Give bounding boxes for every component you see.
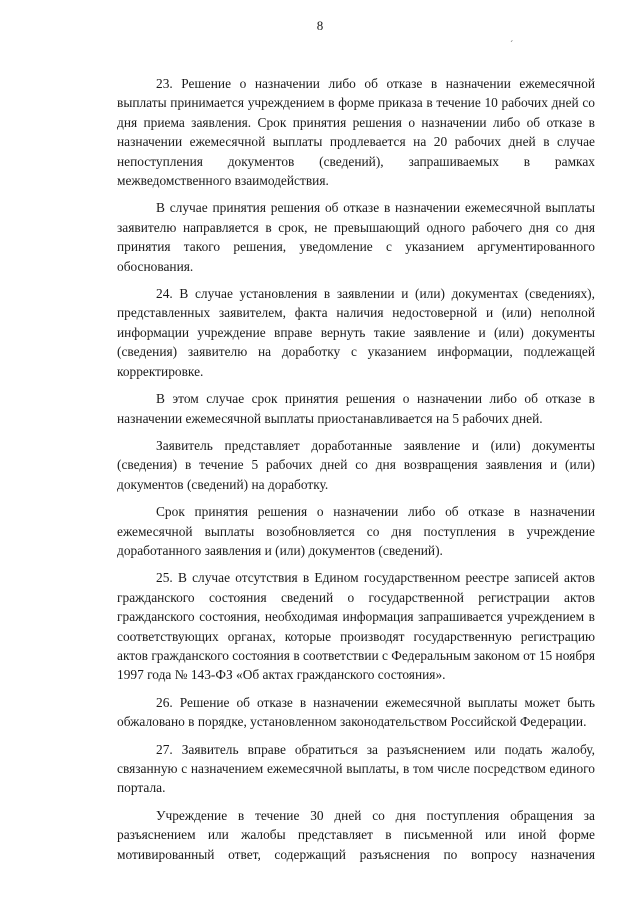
paragraph-response: Учреждение в течение 30 дней со дня поступления обращения за разъяснением или жалобы представляет в письменной или иной форме мотивированный ответ, содержащий разъяснения по вопросу назначения	[117, 807, 595, 862]
paragraph-26: 26. Решение об отказе в назначении ежемесячной выплаты может быть обжаловано в порядке, установленном законодательством Российской Федерации.	[117, 694, 595, 730]
body-text	[117, 74, 595, 864]
paragraph-resumption: Срок принятия решения о назначении либо об отказе в назначении ежемесячной выплаты возобновляется со дня поступления в учреждение доработанного заявления и (или) документов (сведений).	[117, 504, 595, 558]
paragraph-25: 25. В случае отсутствия в Едином государственном реестре записей актов гражданского состояния сведений о государственной регистрации актов гражданского состояния, необходимая информация запрашивается учреждением в соответствующих органах, которые производят государственную регистрацию актов гражданского состояния в соответствии с Федеральным законом от 15 ноября 1997 года № 143-ФЗ «Об актах гражданского состояния».	[117, 570, 595, 683]
corner-mark: ´	[510, 40, 514, 51]
paragraph-27: 27. Заявитель вправе обратиться за разъяснением или подать жалобу, связанную с назначением ежемесячной выплаты, в том числе посредством единого портала.	[117, 741, 595, 796]
paragraph-23: 23. Решение о назначении либо об отказе в назначении ежемесячной выплаты принимается учреждением в форме приказа в течение 10 рабочих дней со дня приема заявления. Срок принятия решения о назначении либо об отказе в назначении ежемесячной выплаты продлевается на 20 рабочих дней в случае непоступления документов (сведений), запрашиваемых в рамках межведомственного взаимодействия.	[117, 76, 595, 189]
paragraph-suspension: В этом случае срок принятия решения о назначении либо об отказе в назначении ежемесячной выплаты приостанавливается на 5 рабочих дней.	[117, 391, 595, 426]
paragraph-24: 24. В случае установления в заявлении и (или) документах (сведениях), представленных заявителем, факта наличия недостоверной и (или) неполной информации учреждение вправе вернуть такие заявление и (или) документы (сведения) заявителю на доработку с указанием информации, подлежащей корректировке.	[117, 286, 595, 379]
paragraph-refusal-notice: В случае принятия решения об отказе в назначении ежемесячной выплаты заявителю направляется в срок, не превышающий одного рабочего дня со дня принятия такого решения, уведомление с указанием аргументированного обоснования.	[117, 200, 595, 274]
paragraph-resubmission: Заявитель представляет доработанные заявление и (или) документы (сведения) в течение 5 рабочих дней со дня возвращения заявления и (или) документов (сведений) на доработку.	[117, 437, 595, 492]
page-number: 8	[316, 18, 324, 33]
